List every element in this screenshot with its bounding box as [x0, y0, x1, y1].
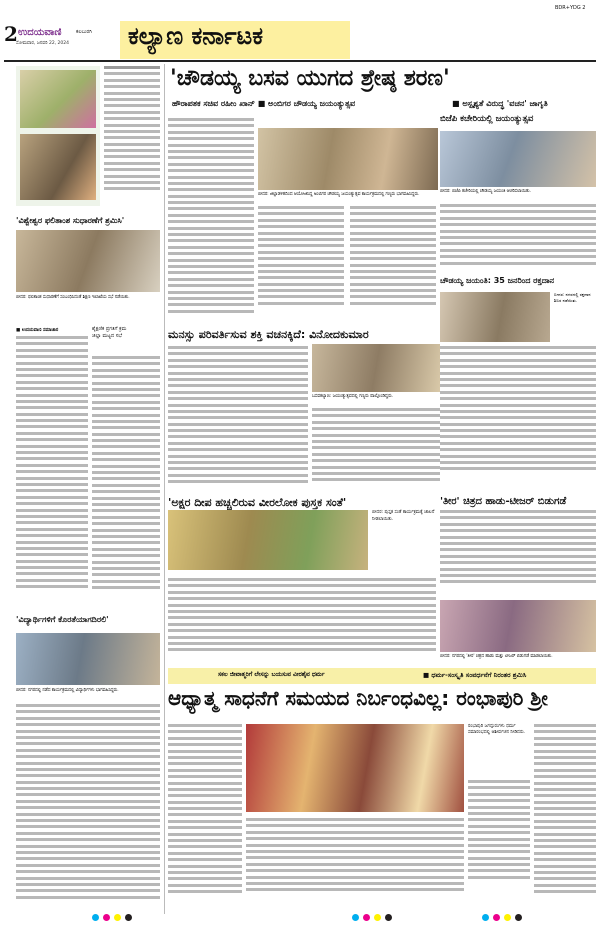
main-body-text-3 — [350, 206, 436, 308]
cyan-dot — [352, 914, 359, 921]
left-body-text — [16, 336, 88, 592]
bottom-headline: ಆಧ್ಯಾತ್ಮ ಸಾಧನೆಗೆ ಸಮಯದ ನಿರ್ಬಂಧವಿಲ್ಲ: ರಂಭಾಪುರಿ ಶ್ರೀ — [168, 686, 548, 710]
left-kicker: ■ ಉದಯವಾಣಿ ಸಮಾಚಾರ — [16, 328, 59, 333]
bottom-body-text-2 — [246, 818, 464, 895]
flower-photo — [20, 70, 96, 128]
bottom-body-text-4 — [468, 780, 530, 882]
page-number: 2 — [4, 22, 18, 46]
teaser-caption: ಬೀದರ: ನಗರದಲ್ಲಿ 'ತೀರ' ಚಿತ್ರದ ಹಾಡು ಮತ್ತು ಟೀಜರ್ ಬಿಡುಗಡೆ ಮಾಡಲಾಯಿತು. — [440, 654, 553, 659]
bullet-item: ಶೈಕ್ಷಣಿಕ ಪ್ರಗತಿಗೆ ಕ್ರಮ — [92, 326, 127, 332]
magenta-dot — [363, 914, 370, 921]
right-body-text-1 — [440, 204, 596, 268]
paper-name: ಉದಯವಾಣಿ — [18, 27, 62, 38]
people-photo — [20, 134, 96, 200]
bottom-brief: ರಂಭಾಪುರಿ ಜಗದ್ಗುರುಗಳು ಧರ್ಮ ಸಮಾರಂಭದಲ್ಲಿ ಆಶೀರ್ವಚನ ನೀಡಿದರು. — [468, 724, 526, 736]
left-caption-2: ಬೀದರ: ನಗರದಲ್ಲಿ ನಡೆದ ಕಾರ್ಯಕ್ರಮದಲ್ಲಿ ವಿದ್ಯಾರ್ಥಿಗಳು ಭಾಗವಹಿಸಿದ್ದರು. — [16, 688, 119, 693]
main-photo-1 — [258, 128, 438, 190]
black-dot — [385, 914, 392, 921]
edition-city: ಕಲಬುರಗಿ — [76, 29, 92, 35]
left-brief-text — [104, 66, 160, 194]
right-body-text-2 — [440, 346, 596, 474]
magenta-dot — [103, 914, 110, 921]
right-caption-1: ಬೀದರ: ಬಿಜೆಪಿ ಕಚೇರಿಯಲ್ಲಿ ಚೌಡಯ್ಯ ಜಯಂತಿ ಆಚರಿಸಲಾಯಿತು. — [440, 189, 531, 194]
cyan-dot — [482, 914, 489, 921]
left-headline-2: 'ವಿದ್ಯಾರ್ಥಿಗಳಿಗೆ ಕೊರತೆಯಾಗದಿರಲಿ' — [16, 615, 109, 624]
main-headline: 'ಚೌಡಯ್ಯ ಬಸವ ಯುಗದ ಶ್ರೇಷ್ಠ ಶರಣ' — [170, 66, 450, 91]
main-caption-1: ಬೀದರ: ಜಿಲ್ಲಾಡಳಿತದಿಂದ ಆಯೋಜಿಸಿದ್ದ ಅಂಬಿಗರ ಚೌಡಯ್ಯ ಜಯಂತ್ಯುತ್ಸವ ಕಾರ್ಯಕ್ರಮದಲ್ಲಿ ಗಣ್ಯರು ಭಾಗವಹಿಸಿದ್ದರು. — [258, 192, 420, 197]
edition-code: BDR+YDG 2 — [555, 5, 586, 11]
mind-headline: ಮನಸ್ಸು ಪರಿವರ್ತಿಸುವ ಶಕ್ತಿ ವಚನಕ್ಕಿದೆ: ವಿನೋದಕುಮಾರ — [168, 328, 369, 341]
teaser-body-text — [440, 510, 596, 587]
main-strap-left: ಹೌರಾಪತಕ ಸಚಿವ ರಹೀಂ ಖಾನ್ ■ ಅಂಬಿಗರ ಚೌಡಯ್ಯ ಜಯಂತ್ಯುತ್ಸವ — [172, 99, 356, 108]
left-photo-1 — [16, 230, 160, 292]
right-headline-1: ಬಿಜೆಪಿ ಕಚೇರಿಯಲ್ಲಿ ಜಯಂತ್ಯುತ್ಸವ — [440, 114, 534, 124]
left-body-text-2 — [92, 356, 160, 592]
teaser-photo — [440, 600, 596, 652]
main-strap-right: ■ ಅಸ್ಪೃಶ್ಯತೆ ವಿರುದ್ಧ 'ವಚನ' ಜಾಗೃತಿ — [452, 99, 548, 108]
right-photo-2 — [440, 292, 550, 342]
left-bullets — [92, 326, 158, 340]
mind-photo — [312, 344, 440, 392]
registration-marks-2 — [352, 914, 392, 921]
right-headline-2: ಚೌಡಯ್ಯ ಜಯಂತಿ: 35 ಜನರಿಂದ ರಕ್ತದಾನ — [440, 276, 555, 285]
registration-marks — [92, 914, 132, 921]
registration-marks-3 — [482, 914, 522, 921]
black-dot — [125, 914, 132, 921]
right-brief-2: ಬೀದರ: ನಗರದಲ್ಲಿ ರಕ್ತದಾನ ಶಿಬಿರ ನಡೆಯಿತು. — [554, 292, 591, 303]
black-dot — [515, 914, 522, 921]
bottom-body-text-1 — [168, 724, 242, 897]
column-divider — [164, 64, 165, 914]
book-headline: 'ಅಕ್ಷರ ದೀಪ ಹಚ್ಚಲಿರುವ ವೀರಲೋಕ ಪುಸ್ತಕ ಸಂತೆ' — [168, 496, 347, 509]
left-body-text-3 — [16, 704, 160, 902]
mind-body-text-2 — [312, 408, 440, 485]
main-body-text-1 — [168, 118, 254, 316]
yellow-dot — [374, 914, 381, 921]
band-left-text: ಸಕಲ ಜೀವಾತ್ಮರಿಗೆ ಲೇಸನ್ನು ಬಯಸುವ ವೀರಶೈವ ಧರ್ಮ — [218, 671, 325, 678]
yellow-dot — [504, 914, 511, 921]
right-photo-1 — [440, 131, 596, 187]
mind-body-text — [168, 346, 308, 487]
bottom-body-text-3 — [534, 724, 596, 897]
mind-caption: ಬಸವಕಲ್ಯಾಣ: ಜಯಂತ್ಯುತ್ಸವದಲ್ಲಿ ಗಣ್ಯರು ಪಾಲ್ಗೊಂಡಿದ್ದರು. — [312, 394, 394, 399]
bullet-item: ಜಿಲ್ಲಾ ಮಟ್ಟದ ಸಭೆ — [92, 333, 123, 339]
left-photo-2 — [16, 633, 160, 685]
dateline: ಸೋಮವಾರ, ಜನವರಿ 22, 2024 — [16, 41, 69, 46]
yellow-dot — [114, 914, 121, 921]
bottom-photo — [246, 724, 464, 812]
book-brief: ಬೀದರ: ಪುಸ್ತಕ ಸಂತೆ ಕಾರ್ಯಕ್ರಮಕ್ಕೆ ಚಾಲನೆ ನೀಡಲಾಯಿತು. — [372, 510, 435, 522]
book-photo — [168, 510, 368, 570]
left-caption-1: ಬೀದರ: ಫಲಿತಾಂಶ ಸುಧಾರಣೆಗೆ ಸಂಬಂಧಿಸಿದಂತೆ ಶಿಕ್ಷಣ ಇಲಾಖೆಯ ಸಭೆ ನಡೆಯಿತು. — [16, 295, 130, 300]
main-body-text-2 — [258, 206, 344, 308]
magenta-dot — [493, 914, 500, 921]
teaser-headline: 'ತೀರ' ಚಿತ್ರದ ಹಾಡು-ಟೀಜರ್ ಬಿಡುಗಡೆ — [440, 496, 567, 507]
band-right-text: ■ ಧರ್ಮ-ಸಂಸ್ಕೃತಿ ಸಂವರ್ಧನೆಗೆ ನಿರಂತರ ಶ್ರಮಿಸಿ — [423, 671, 527, 679]
cyan-dot — [92, 914, 99, 921]
header-rule — [4, 60, 596, 62]
book-body-text — [168, 578, 436, 655]
left-headline-1: 'ವಿಶ್ವೇಶ್ವರ ಫಲಿತಾಂಶ ಸುಧಾರಣೆಗೆ ಶ್ರಮಿಸಿ' — [16, 216, 125, 225]
section-title: ಕಲ್ಯಾಣ ಕರ್ನಾಟಕ — [128, 22, 264, 50]
